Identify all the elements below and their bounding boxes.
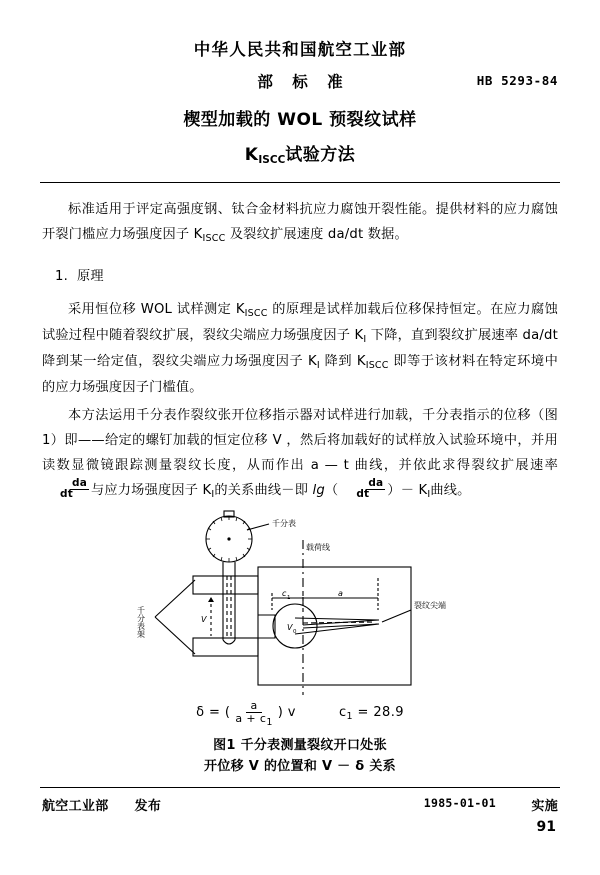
footer-effective-date: 1985-01-01 xyxy=(423,796,496,811)
dial-gauge-center-dot xyxy=(227,537,230,540)
footer-issuer-group xyxy=(42,795,161,814)
section-title: 原理 xyxy=(76,269,104,285)
formula-fraction xyxy=(231,699,276,729)
method-part-f: 曲线。 xyxy=(430,483,471,499)
label-dimension-a: a xyxy=(338,589,343,599)
fraction-numerator-2: da xyxy=(368,477,384,490)
v-arrow-head xyxy=(208,597,214,602)
fraction-denominator-2: dt xyxy=(356,488,370,501)
label-v0: V xyxy=(287,623,293,633)
principle-part-c: 下降，直到裂纹扩展速率 da/dt 降到某一给定值，裂纹尖端应力场强度因子 K xyxy=(42,328,558,370)
formula-denominator-text: a + c xyxy=(235,712,267,726)
fraction-denominator: dt xyxy=(60,488,73,501)
ministry-name: 中华人民共和国航空工业部 xyxy=(193,40,407,59)
crack-upper-flank xyxy=(295,618,379,625)
gauge-spindle-tip xyxy=(223,640,235,644)
scope-k-subscript: ISCC xyxy=(202,233,226,245)
crack-lower-flank xyxy=(295,624,379,634)
page-title-secondary xyxy=(0,140,600,165)
scope-text-part2: 及裂纹扩展速度 da/dt 数据。 xyxy=(225,227,408,243)
label-crack-tip: 裂纹尖端 xyxy=(414,601,446,611)
label-load-line: 载荷线 xyxy=(306,543,330,553)
notch-mouth-slot xyxy=(258,615,275,638)
wol-specimen-diagram xyxy=(135,510,465,695)
title-method-text: 试验方法 xyxy=(285,145,356,166)
formula-c1-sub: 1 xyxy=(346,711,353,723)
formula-c1-value: = 28.9 xyxy=(357,705,404,721)
method-part-c: 的关系曲线－即 xyxy=(214,483,313,499)
method-sub-b: I xyxy=(211,489,215,501)
da-dt-fraction-inline xyxy=(44,478,89,500)
title-k-symbol: K xyxy=(244,145,259,166)
log-operator: lg xyxy=(312,483,325,499)
document-footer xyxy=(42,795,558,815)
bracket-upper-arm xyxy=(193,576,258,594)
method-part-a: 本方法运用千分表作裂纹张开位移指示器对试样进行加载，千分表指示的位移（图1）即——给定的螺钉加载的恒定位移 V ，然后将加载好的试样放入试验环境中，并用读数显微镜跟踪测量裂纹长度，从而作出 a — t 曲线，并依此求得裂纹扩展速率 xyxy=(42,408,558,474)
principle-sub-c: I xyxy=(316,360,320,372)
document-header xyxy=(0,0,600,165)
label-v-displacement: V xyxy=(201,615,207,625)
figure-1 xyxy=(42,510,558,777)
method-paragraph xyxy=(42,403,558,504)
footer-publish-verb: 发布 xyxy=(134,799,162,815)
principle-sub-d: ISCC xyxy=(365,360,389,372)
method-part-d: （ xyxy=(324,483,339,499)
label-v0-sub: 0 xyxy=(293,629,297,636)
figure-caption xyxy=(42,735,558,777)
label-gauge-holder: 千分表架 xyxy=(136,606,146,639)
formula-denominator-sub: 1 xyxy=(266,717,273,729)
footer-divider xyxy=(40,787,560,788)
scope-text-part1: 标准适用于评定高强度钢、钛合金材料抗应力腐蚀开裂性能。提供材料的应力腐蚀开裂门槛应力场强度因子 K xyxy=(42,202,558,243)
notch-hole xyxy=(273,604,317,648)
principle-part-e: 即等于该材料在特定环境中的应力场强度因子门槛值。 xyxy=(42,354,558,396)
section-number: 1. xyxy=(55,269,68,285)
footer-implement-verb: 实施 xyxy=(531,799,558,815)
standard-code: HB 5293-84 xyxy=(476,73,558,89)
footer-issuer: 航空工业部 xyxy=(42,799,109,815)
formula-numerator: a xyxy=(246,699,261,713)
da-dt-fraction-inline-2 xyxy=(340,478,385,500)
figure-caption-line1: 图1 千分表测量裂纹开口处张 xyxy=(213,738,387,754)
bracket-lower-arm xyxy=(193,638,258,656)
page-number: 91 xyxy=(536,819,556,836)
standard-type-label: 部 标 准 xyxy=(257,73,350,92)
formula-v: v xyxy=(287,705,296,721)
principle-part-d: 降到 K xyxy=(319,354,366,370)
principle-sub-a: ISCC xyxy=(244,308,268,320)
label-dimension-c1-sub: 1 xyxy=(287,595,291,602)
method-part-e: ）－ K xyxy=(387,483,428,499)
method-part-b: 与应力场强度因子 K xyxy=(91,483,212,499)
principle-part-a: 采用恒位移 WOL 试样测定 K xyxy=(68,302,245,318)
formula-c1-label: c xyxy=(338,705,347,721)
formula-equals: = xyxy=(208,705,221,721)
principle-part-b: 的原理是试样加载后位移保持恒定。在应力腐蚀试验过程中随着裂纹扩展，裂纹尖端应力场强度因子 K xyxy=(42,302,558,344)
label-dial-gauge: 千分表 xyxy=(272,519,296,529)
document-body xyxy=(42,183,558,777)
formula-close-paren: ) xyxy=(277,705,284,721)
bracket-strut-upper xyxy=(155,580,195,617)
title-k-subscript: ISCC xyxy=(258,154,286,167)
figure-caption-line2: 开位移 V 的位置和 V － δ 关系 xyxy=(204,759,396,775)
fraction-numerator: da xyxy=(72,477,88,490)
formula-delta: δ xyxy=(196,705,205,721)
bracket-strut-lower xyxy=(155,617,195,654)
standard-row xyxy=(0,70,600,94)
leader-dial-gauge xyxy=(247,524,269,530)
section-heading-1 xyxy=(42,264,558,289)
page-title: 楔型加载的 WOL 预裂纹试样 xyxy=(183,110,417,131)
label-dimension-c1: c xyxy=(282,589,287,599)
crack-center-dash xyxy=(303,622,375,623)
method-sub-e: I xyxy=(427,489,431,501)
formula-denominator xyxy=(231,712,276,729)
figure-formula xyxy=(42,699,558,729)
leader-crack-tip xyxy=(382,610,411,622)
principle-sub-b: I xyxy=(363,334,367,346)
principle-paragraph xyxy=(42,297,558,400)
scope-paragraph xyxy=(42,197,558,248)
formula-open-paren: ( xyxy=(224,705,231,721)
